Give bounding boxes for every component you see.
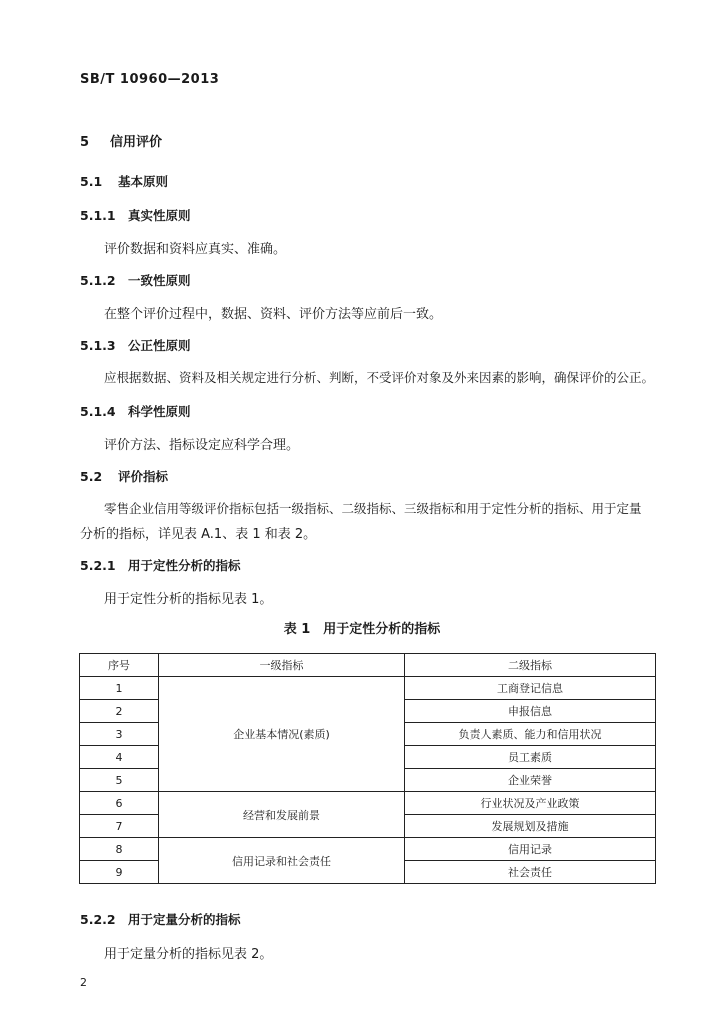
first-level-cell: 企业基本情况(素质) (159, 677, 405, 792)
table-header-row (80, 654, 656, 677)
second-level-cell: 企业荣誉 (405, 769, 656, 792)
section-number: 5.1.3 (80, 338, 116, 353)
second-level-cell: 负责人素质、能力和信用状况 (405, 723, 656, 746)
page-number: 2 (80, 976, 87, 989)
table-1 (79, 653, 656, 884)
row-number: 6 (80, 792, 159, 815)
row-number: 9 (80, 861, 159, 884)
second-level-cell: 信用记录 (405, 838, 656, 861)
section-title: 一致性原则 (128, 273, 191, 288)
first-level-cell: 信用记录和社会责任 (159, 838, 405, 884)
second-level-cell: 行业状况及产业政策 (405, 792, 656, 815)
second-level-cell: 工商登记信息 (405, 677, 656, 700)
header-cell-first-level: 一级指标 (159, 654, 405, 677)
section-number: 5 (80, 135, 90, 150)
row-number: 8 (80, 838, 159, 861)
section-5-1-4-heading (80, 402, 191, 420)
section-5-1-1-heading (80, 206, 191, 224)
paragraph-5-2-line2: 分析的指标，详见表 A.1、表 1 和表 2。 (80, 527, 317, 542)
paragraph-5-1-3: 应根据数据、资料及相关规定进行分析、判断，不受评价对象及外来因素的影响，确保评价的公正。 (104, 370, 655, 385)
section-5-2-1-heading (80, 556, 241, 574)
second-level-cell: 申报信息 (405, 700, 656, 723)
second-level-cell: 社会责任 (405, 861, 656, 884)
section-5-1-2-heading (80, 271, 191, 289)
section-title: 真实性原则 (128, 208, 191, 223)
section-5-2-2-heading (80, 910, 241, 928)
section-number: 5.1.1 (80, 208, 116, 223)
paragraph-5-2-1: 用于定性分析的指标见表 1。 (104, 592, 273, 607)
row-number: 5 (80, 769, 159, 792)
section-title: 公正性原则 (128, 338, 191, 353)
table-row (80, 792, 656, 815)
table-row (80, 838, 656, 861)
section-5-heading (80, 131, 162, 150)
table-1-caption: 表 1 用于定性分析的指标 (283, 622, 441, 637)
second-level-cell: 发展规划及措施 (405, 815, 656, 838)
section-title: 用于定性分析的指标 (128, 558, 241, 573)
section-number: 5.1.4 (80, 404, 116, 419)
section-title: 评价指标 (118, 469, 169, 484)
row-number: 1 (80, 677, 159, 700)
row-number: 3 (80, 723, 159, 746)
section-number: 5.1.2 (80, 273, 116, 288)
paragraph-5-1-1: 评价数据和资料应真实、准确。 (104, 242, 287, 257)
header-cell-number: 序号 (80, 654, 159, 677)
section-number: 5.2.2 (80, 912, 116, 927)
paragraph-5-2-2: 用于定量分析的指标见表 2。 (104, 947, 273, 962)
section-number: 5.2 (80, 469, 103, 484)
row-number: 2 (80, 700, 159, 723)
section-title: 科学性原则 (128, 404, 191, 419)
section-5-1-heading (80, 172, 168, 190)
paragraph-5-1-2: 在整个评价过程中，数据、资料、评价方法等应前后一致。 (104, 307, 443, 322)
section-number: 5.2.1 (80, 558, 116, 573)
section-title: 信用评价 (110, 135, 163, 150)
first-level-cell: 经营和发展前景 (159, 792, 405, 838)
header-cell-second-level: 二级指标 (405, 654, 656, 677)
row-number: 7 (80, 815, 159, 838)
section-title: 用于定量分析的指标 (128, 912, 241, 927)
standard-code-header: SB/T 10960—2013 (80, 72, 220, 87)
second-level-cell: 员工素质 (405, 746, 656, 769)
section-title: 基本原则 (118, 174, 169, 189)
paragraph-5-1-4: 评价方法、指标设定应科学合理。 (104, 438, 300, 453)
section-5-2-heading (80, 467, 168, 485)
paragraph-5-2-line1: 零售企业信用等级评价指标包括一级指标、二级指标、三级指标和用于定性分析的指标、用于定量 (104, 501, 642, 516)
section-5-1-3-heading (80, 336, 191, 354)
row-number: 4 (80, 746, 159, 769)
table-row (80, 677, 656, 700)
section-number: 5.1 (80, 174, 103, 189)
